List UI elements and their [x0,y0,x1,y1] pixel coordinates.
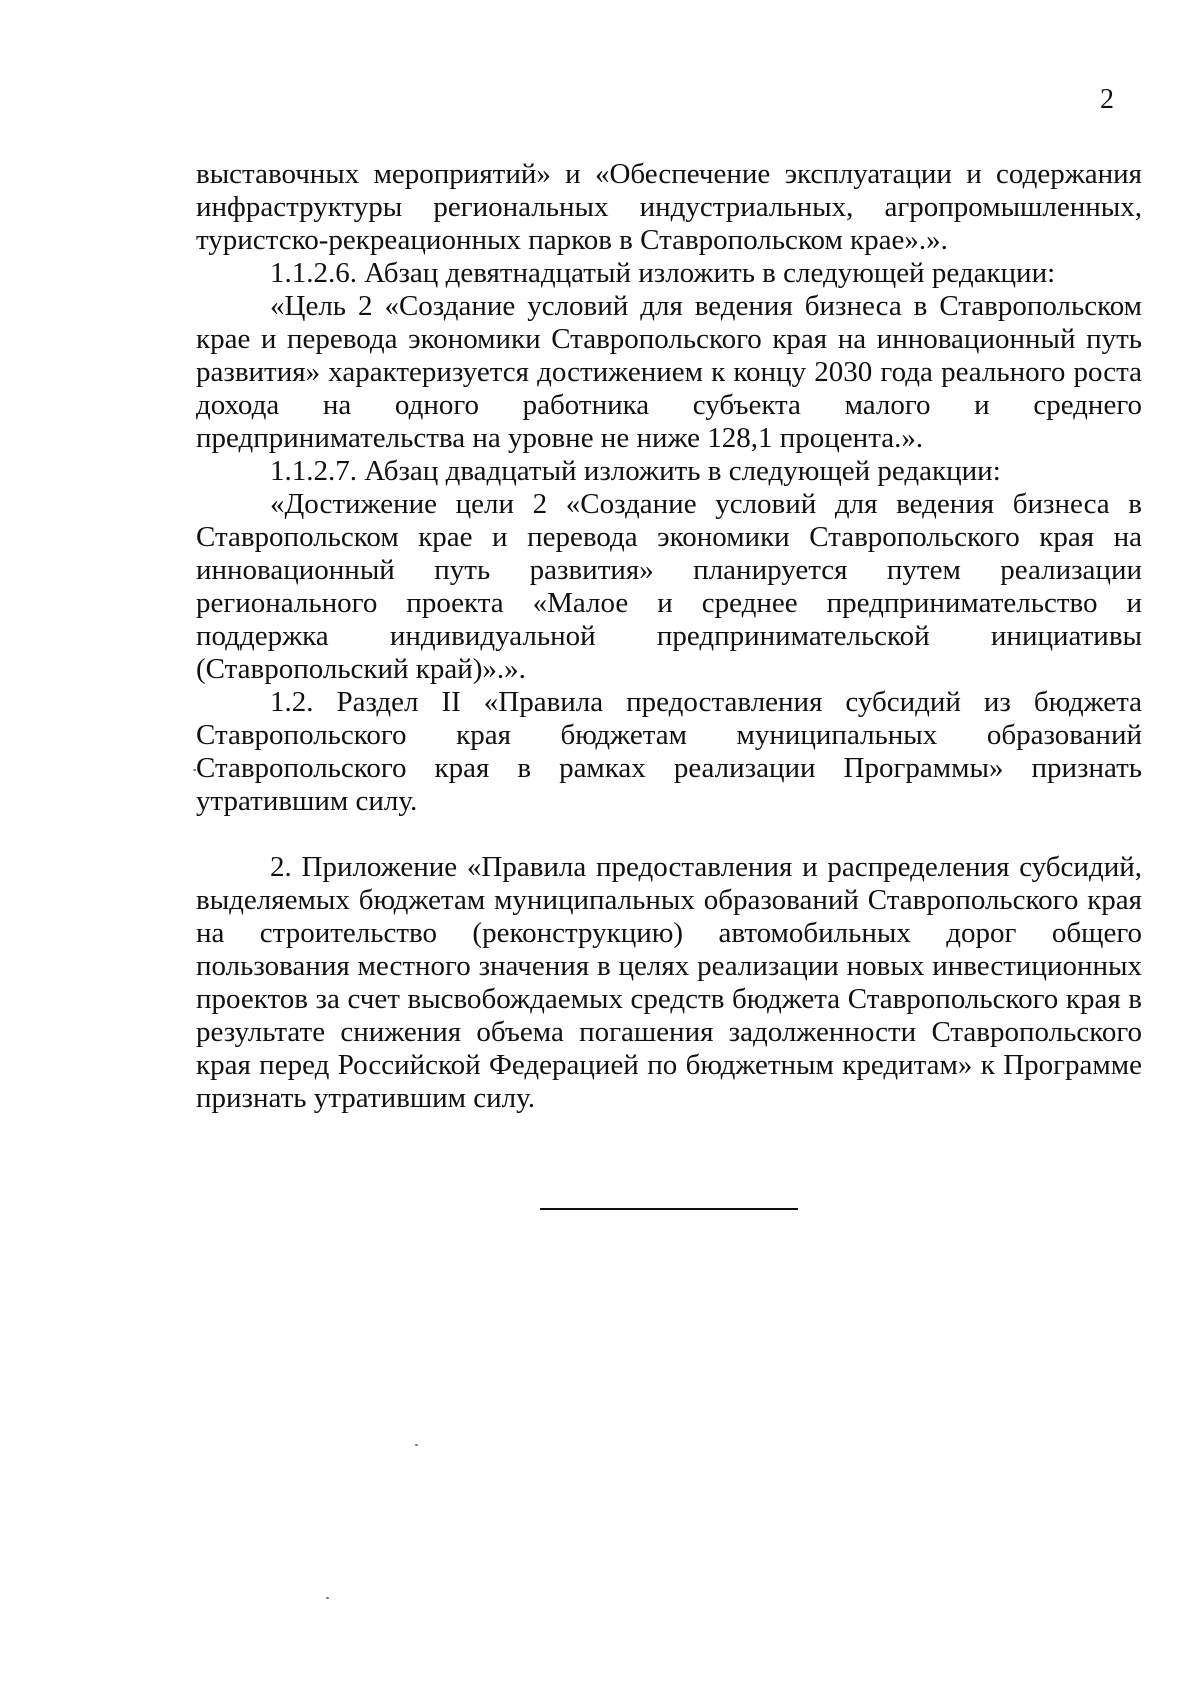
scan-speck [415,1444,418,1446]
scan-speck [326,1597,329,1599]
paragraph-item-1-2: 1.2. Раздел II «Правила предоставления субсидий из бюджета Ставропольского края бюджетам муниципальных образований Ставропольского края в рамках реализации Программы» признать утратившим силу. [196,686,1142,817]
scan-speck [193,769,196,771]
paragraph-goal-2-characteristic: «Цель 2 «Создание условий для ведения бизнеса в Ставропольском крае и перевода экономики Ставропольского края на инновационный путь развития» характеризуется достижением к концу 2030 года реального роста дохода на одного работника субъекта малого и среднего предпринимательства на уровне не ниже 128,1 процента.». [196,290,1142,454]
page-number: 2 [1100,84,1114,115]
paragraph-item-2: 2. Приложение «Правила предоставления и распределения субсидий, выделяемых бюджетам муниципальных образований Ставропольского края на строительство (реконструкцию) автомобильных дорог общего пользования местного значения в целях реализации новых инвестиционных проектов за счет высвобождаемых средств бюджета Ставропольского края в результате снижения объема погашения задолженности Ставропольского края перед Российской Федерацией по бюджетным кредитам» к Программе признать утратившим силу. [196,851,1142,1114]
document-body [196,158,1142,1115]
closing-divider-line [540,1208,798,1210]
paragraph-item-1-1-2-6: 1.1.2.6. Абзац девятнадцатый изложить в следующей редакции: [270,257,1056,289]
paragraph-continuation: выставочных мероприятий» и «Обеспечение эксплуатации и содержания инфраструктуры региональных индустриальных, агропромышленных, туристско-рекреационных парков в Ставропольском крае».». [196,158,1142,256]
paragraph-goal-2-achievement: «Достижение цели 2 «Создание условий для ведения бизнеса в Ставропольском крае и перевода экономики Ставропольского края на инновационный путь развития» планируется путем реализации регионального проекта «Малое и среднее предпринимательство и поддержка индивидуальной предпринимательской инициативы (Ставропольский край)».». [196,488,1142,685]
paragraph-item-1-1-2-7: 1.1.2.7. Абзац двадцатый изложить в следующей редакции: [270,455,1001,487]
